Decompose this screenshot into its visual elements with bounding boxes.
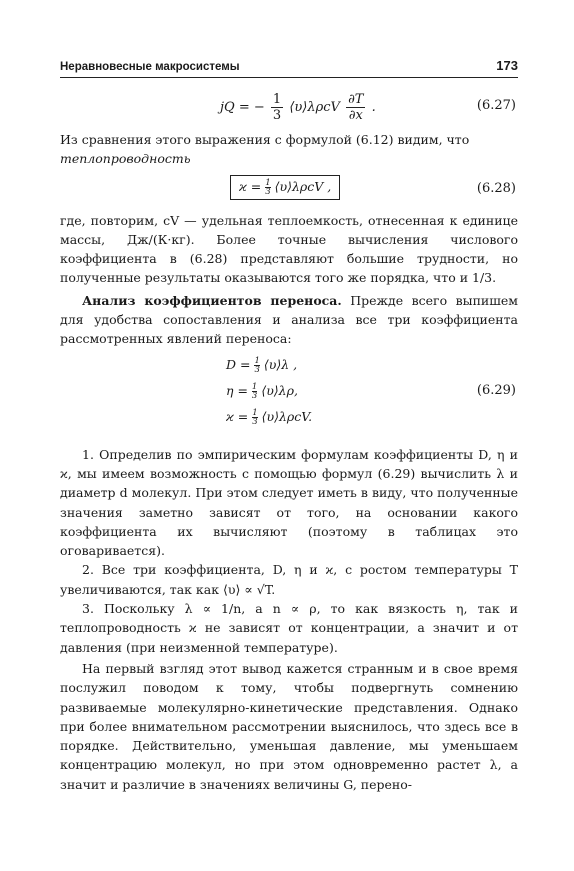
equation-6-27 bbox=[60, 88, 518, 126]
eq-6-28-box bbox=[230, 175, 340, 200]
eq-6-29-l1-num: 1 bbox=[254, 355, 260, 366]
equation-6-29 bbox=[60, 355, 518, 437]
eq-6-27-mid: ⟨υ⟩λρcV bbox=[289, 100, 340, 115]
eq-6-29-line-2 bbox=[226, 383, 298, 400]
eq-6-29-line-1 bbox=[226, 357, 297, 374]
eq-6-27-lhs: jQ = − bbox=[220, 100, 265, 115]
eq-6-29-l1-fraction bbox=[254, 357, 259, 374]
eq-6-27-num: 1 bbox=[272, 92, 282, 107]
eq-6-27-fraction bbox=[271, 92, 283, 123]
section-heading: Анализ коэффициентов переноса. bbox=[82, 292, 342, 308]
eq-6-27-derivative bbox=[346, 92, 365, 123]
paragraph-4-text: На первый взгляд этот вывод кажется странным и в свое время послужил поводом к тому, чтобы подвергнуть сомнению развиваемые молекулярно-кинетические представления. Однако при более внимательном рассмотрении выяснилось, что здесь все в порядке. Действительно, уменьшая давление, мы уменьшаем концентрацию молекул, но при этом одновременно растет λ, а значит и различие в значениях величины G, перено- bbox=[60, 660, 518, 792]
numbered-list bbox=[60, 445, 518, 657]
page-number: 173 bbox=[496, 58, 518, 73]
term-thermal-conductivity: теплопроводность bbox=[60, 151, 191, 167]
paragraph-2 bbox=[60, 211, 518, 288]
eq-6-29-line-3 bbox=[226, 409, 312, 426]
header-title: Неравновесные макросистемы bbox=[60, 61, 240, 73]
eq-6-28-num: 1 bbox=[265, 177, 271, 188]
eq-6-27-dnum: ∂T bbox=[348, 92, 364, 107]
eq-6-29-l3-lhs: ϰ = bbox=[226, 408, 253, 424]
eq-6-29-l3-den: 3 bbox=[252, 416, 258, 427]
paragraph-1 bbox=[60, 130, 518, 169]
paragraph-3 bbox=[60, 291, 518, 349]
eq-6-29-l1-lhs: D = bbox=[226, 356, 255, 372]
eq-6-28-number: (6.28) bbox=[476, 180, 516, 196]
eq-6-29-l2-rhs: ⟨υ⟩λρ, bbox=[261, 382, 298, 398]
paragraph-3-text: Прежде всего выпишем для удобства сопоставления и анализа все три коэффициента рассмотренных явлений переноса: bbox=[60, 292, 518, 347]
list-item-1: 1. Определив по эмпирическим формулам коэффициенты D, η и ϰ, мы имеем возможность с помощью формул (6.29) вычислить λ и диаметр d молекул. При этом следует иметь в виду, что полученные значения заметно зависят от того, на основании какого коэффициента их вычисляют (поэтому в таблицах это оговаривается). bbox=[60, 446, 518, 559]
eq-6-29-l2-lhs: η = bbox=[226, 382, 252, 398]
running-header bbox=[60, 58, 518, 78]
paragraph-2-text: где, повторим, cV — удельная теплоемкость, отнесенная к единице массы, Дж/(К·кг). Более точные вычисления числового коэффициента в (6.28) представляют большие трудности, но полученные результаты оказываются того же порядка, что и 1/3. bbox=[60, 212, 518, 286]
list-item-2: 2. Все три коэффициента, D, η и ϰ, с ростом температуры T увеличиваются, так как ⟨υ⟩ ∝ √T. bbox=[60, 562, 518, 597]
eq-6-28-lhs: ϰ = bbox=[239, 178, 266, 194]
eq-6-27-tail: . bbox=[371, 100, 376, 115]
eq-6-29-l2-num: 1 bbox=[251, 381, 258, 392]
book-page bbox=[60, 58, 518, 794]
eq-6-28-fraction bbox=[265, 179, 270, 196]
eq-6-28-rhs: ⟨υ⟩λρcV , bbox=[274, 178, 332, 194]
eq-6-29-l3-rhs: ⟨υ⟩λρcV. bbox=[261, 408, 313, 424]
eq-6-29-number: (6.29) bbox=[476, 382, 516, 398]
paragraph-1-text: Из сравнения этого выражения с формулой (6.12) видим, что bbox=[60, 132, 470, 147]
eq-6-29-l3-num: 1 bbox=[252, 407, 258, 418]
eq-6-28-den: 3 bbox=[265, 186, 271, 197]
eq-6-29-l1-rhs: ⟨υ⟩λ , bbox=[263, 356, 298, 372]
list-item-3: 3. Поскольку λ ∝ 1/n, а n ∝ ρ, то как вязкость η, так и теплопроводность ϰ не зависят от концентрации, а значит и от давления (при неизменной температуре). bbox=[60, 601, 518, 655]
paragraph-4 bbox=[60, 659, 518, 794]
eq-6-27-dden: ∂x bbox=[348, 108, 363, 123]
eq-6-29-l3-fraction bbox=[252, 409, 257, 426]
eq-6-27-number: (6.27) bbox=[476, 98, 516, 113]
eq-6-29-l2-den: 3 bbox=[251, 390, 258, 401]
equation-6-28 bbox=[60, 175, 518, 209]
eq-6-29-l1-den: 3 bbox=[254, 364, 260, 375]
eq-6-29-l2-fraction bbox=[252, 383, 257, 400]
eq-6-27-den: 3 bbox=[272, 108, 282, 123]
